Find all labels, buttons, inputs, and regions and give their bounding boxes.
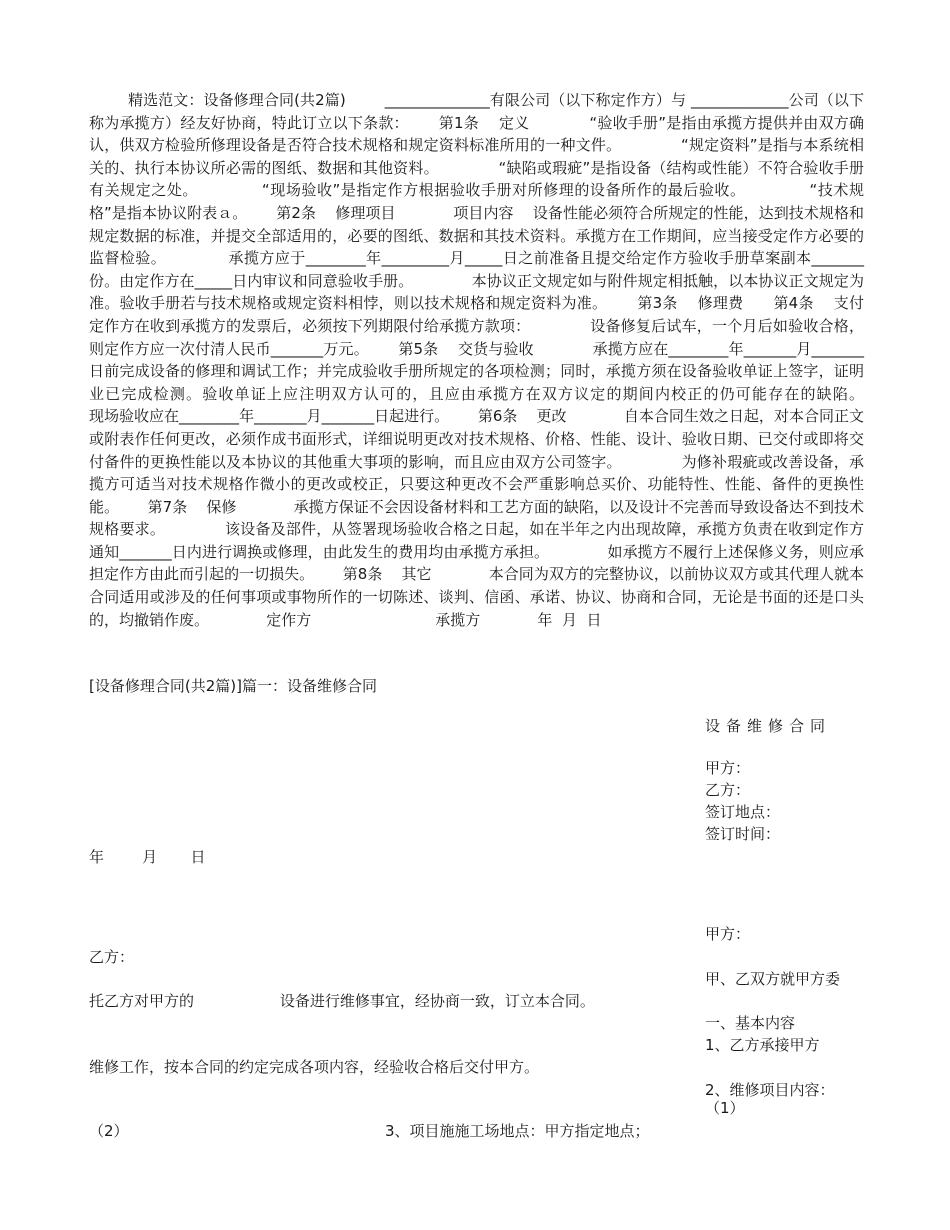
contract-paragraph: 精选范文：设备修理合同(共2篇) ______________有限公司（以下称定作方）与 _____________公司（以下称为承揽方）经友好协商，特此订立以下条款： 第1条 定义 “验收手册”是指由承揽方提供并由双方确认，供双方检验所修理设备是否符合技术规格和规定资料标准所用的一种文件。 “规定资料”是指与本系统相关的、执行本协议所必需的图纸、数据和其他资料。 “缺陷或瑕疵”是指设备（结构或性能）不符合验收手册有关规定之处。 “现场验收”是指定作方根据验收手册对所修理的设备所作的最后验收。 “技术规格”是指本协议附表ａ。 第2条 修理项目 项目内容 设备性能必须符合所规定的性能，达到技术规格和规定数据的标准，并提交全部适用的，必要的图纸、数据和其技术资料。承揽方在工作期间，应当接受定作方必要的监督检验。 承揽方应于________年_________月_____日之前准备且提交给定作方验收手册草案副本_______份。由定作方在_____日内审议和同意验收手册。 本协议正文规定如与附件规定相抵触，以本协议正文规定为准。验收手册若与技术规格或规定资料相悖，则以技术规格和规定资料为准。 第3条 修理费 第4条 支付 定作方在收到承揽方的发票后，必须按下列期限付给承揽方款项： 设备修复后试车，一个月后如验收合格，则定作方应一次付清人民币_______万元。 第5条 交货与验收 承揽方应在________年_______月_______日前完成设备的修理和调试工作；并完成验收手册所规定的各项检测；同时，承揽方须在设备验收单证上签字，证明业已完成检测。验收单证上应注明双方认可的，且应由承揽方在双方议定的期间内校正的仍可能存在的缺陷。 现场验收应在________年_______月_______日起进行。 第6条 更改 自本合同生效之日起，对本合同正文或附表作任何更改，必须作成书面形式，详细说明更改对技术规格、价格、性能、设计、验收日期、已交付或即将交付备件的更换性能以及本协议的其他重大事项的影响，而且应由双方公司签字。 为修补瑕疵或改善设备，承揽方可适当对技术规格作微小的更改或校正，只要这种更改不会严重影响总买价、功能特性、性能、备件的更换性能。 第7条 保修 承揽方保证不会因设备材料和工艺方面的缺陷，以及设计不完善而导致设备达不到技术规格要求。 该设备及部件，从签署现场验收合格之日起，如在半年之内出现故障，承揽方负责在收到定作方通知_______日内进行调换或修理，由此发生的费用均由承揽方承担。 如承揽方不履行上述保修义务，则应承担定作方由此而引起的一切损失。 第8条 其它 本合同为双方的完整协议，以前协议双方或其代理人就本合同适用或涉及的任何事项或事物所作的一切陈述、谈判、信函、承诺、协议、协商和合同，无论是书面的还是口头的，均撤销作废。 定作方 承揽方 年 月 日: [89, 91, 922, 629]
intro-line-1: 甲、乙双方就甲方委: [705, 970, 841, 988]
intro-line-2: 托乙方对甲方的 设备进行维修事宜，经协商一致，订立本合同。: [89, 992, 595, 1010]
item-1: 1、乙方承接甲方: [705, 1036, 820, 1054]
body-party-b: 乙方：: [89, 948, 135, 966]
item-1-continued: 维修工作，按本合同的约定完成各项内容，经验收合格后交付甲方。: [89, 1058, 540, 1076]
cover-date: 年 月 日: [89, 848, 206, 866]
cover-sign-place: 签订地点：: [705, 803, 781, 821]
cover-sign-time: 签订时间：: [705, 825, 781, 843]
item-3: 3、项目施施工场地点：甲方指定地点；: [385, 1122, 650, 1140]
contract-main-text: [89, 89, 922, 631]
subtitle: [设备修理合同(共2篇)]篇一：设备维修合同: [89, 677, 377, 695]
body-party-a: 甲方：: [705, 925, 751, 943]
item-2-sub-2: （2）: [89, 1122, 129, 1140]
cover-party-b: 乙方：: [705, 781, 751, 799]
item-2: 2、维修项目内容：: [705, 1081, 835, 1099]
cover-title: 设备维修合同: [705, 717, 832, 735]
section-basic-content: 一、基本内容: [705, 1014, 796, 1032]
cover-party-a: 甲方：: [705, 759, 751, 777]
item-2-sub-1: （1）: [705, 1099, 745, 1117]
